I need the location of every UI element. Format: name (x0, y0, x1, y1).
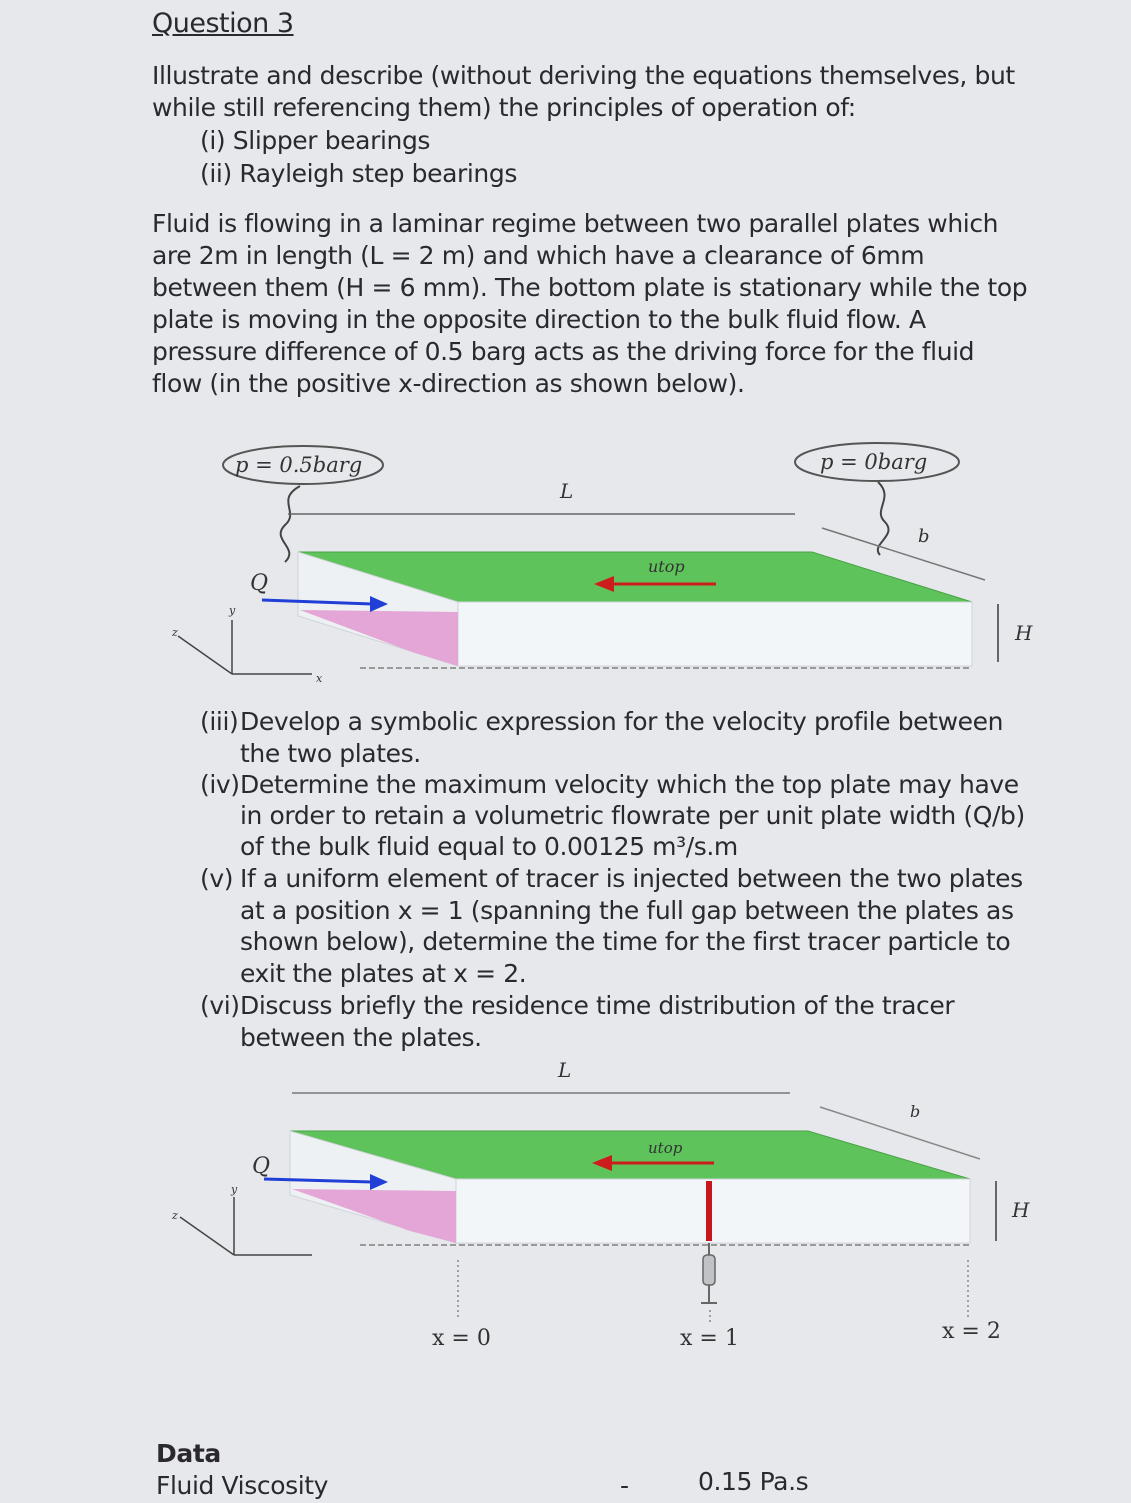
q-vi-line: between the plates. (240, 1023, 482, 1052)
q-v-line: at a position x = 1 (spanning the full gap between the plates as (240, 896, 1014, 925)
pressure-left-connector (281, 486, 300, 562)
x2-label: x = 2 (942, 1319, 1001, 1344)
velocity-profile (300, 610, 458, 666)
top-velocity-label: utop (648, 1139, 683, 1157)
q-v-line: exit the plates at x = 2. (240, 959, 527, 988)
pressure-left-label: p = 0.5barg (235, 453, 363, 477)
problem-line: pressure difference of 0.5 barg acts as the driving force for the fluid (152, 337, 975, 366)
flow-label: Q (250, 571, 269, 596)
problem-line: Fluid is flowing in a laminar regime between two parallel plates which (152, 209, 999, 238)
width-label: b (918, 526, 930, 547)
axis-z-line (178, 636, 232, 674)
axis-x-label: x (316, 672, 323, 685)
intro-item-i: (i) Slipper bearings (200, 126, 431, 155)
pressure-right-connector (878, 482, 889, 555)
q-iv-line: of the bulk fluid equal to 0.00125 m³/s.m (240, 832, 738, 861)
problem-line: are 2m in length (L = 2 m) and which have a clearance of 6mm (152, 241, 925, 270)
syringe-body (703, 1255, 715, 1285)
axis-y-label: y (229, 604, 236, 617)
x0-label: x = 0 (432, 1326, 491, 1351)
q-iv-num: (iv) (200, 770, 240, 799)
length-label: L (558, 1058, 572, 1082)
data-heading: Data (156, 1439, 221, 1468)
intro-item-ii: (ii) Rayleigh step bearings (200, 159, 517, 188)
width-label: b (910, 1102, 921, 1121)
axis-z-label: z (172, 626, 178, 639)
intro-line-2: while still referencing them) the principles of operation of: (152, 93, 856, 122)
q-iii-num: (iii) (200, 707, 239, 736)
axis-z-label: z (172, 1209, 178, 1222)
height-label: H (1012, 1198, 1030, 1222)
parallel-plates-diagram-1 (0, 430, 1131, 700)
q-v-num: (v) (200, 864, 234, 893)
velocity-profile (292, 1189, 456, 1243)
q-vi-num: (vi) (200, 991, 240, 1020)
length-label: L (560, 479, 574, 503)
problem-line: between them (H = 6 mm). The bottom plate is stationary while the top (152, 273, 1028, 302)
top-velocity-label: utop (648, 557, 685, 576)
viscosity-value: 0.15 Pa.s (698, 1467, 809, 1496)
x1-label: x = 1 (680, 1326, 739, 1351)
height-label: H (1015, 621, 1033, 645)
tracer-element (706, 1181, 712, 1241)
pressure-right-label: p = 0barg (820, 450, 928, 474)
q-iv-line: in order to retain a volumetric flowrate per unit plate width (Q/b) (240, 801, 1025, 830)
q-v-line: shown below), determine the time for the first tracer particle to (240, 927, 1011, 956)
viscosity-label: Fluid Viscosity (156, 1471, 329, 1500)
axis-z-line (180, 1217, 234, 1255)
intro-line-1: Illustrate and describe (without deriving the equations themselves, but (152, 61, 1015, 90)
parallel-plates-diagram-2 (0, 1055, 1131, 1355)
front-face (456, 1179, 970, 1243)
q-iv-line: Determine the maximum velocity which the top plate may have (240, 770, 1019, 799)
q-v-line: If a uniform element of tracer is injected between the two plates (240, 864, 1023, 893)
question-title: Question 3 (152, 8, 294, 39)
problem-line: flow (in the positive x-direction as shown below). (152, 369, 745, 398)
q-iii-line: the two plates. (240, 739, 421, 768)
viscosity-separator: - (620, 1471, 629, 1500)
q-iii-line: Develop a symbolic expression for the velocity profile between (240, 707, 1004, 736)
front-face (458, 602, 972, 666)
flow-label: Q (252, 1154, 271, 1179)
axis-y-label: y (231, 1183, 238, 1196)
q-vi-line: Discuss briefly the residence time distribution of the tracer (240, 991, 955, 1020)
problem-line: plate is moving in the opposite direction to the bulk fluid flow. A (152, 305, 926, 334)
